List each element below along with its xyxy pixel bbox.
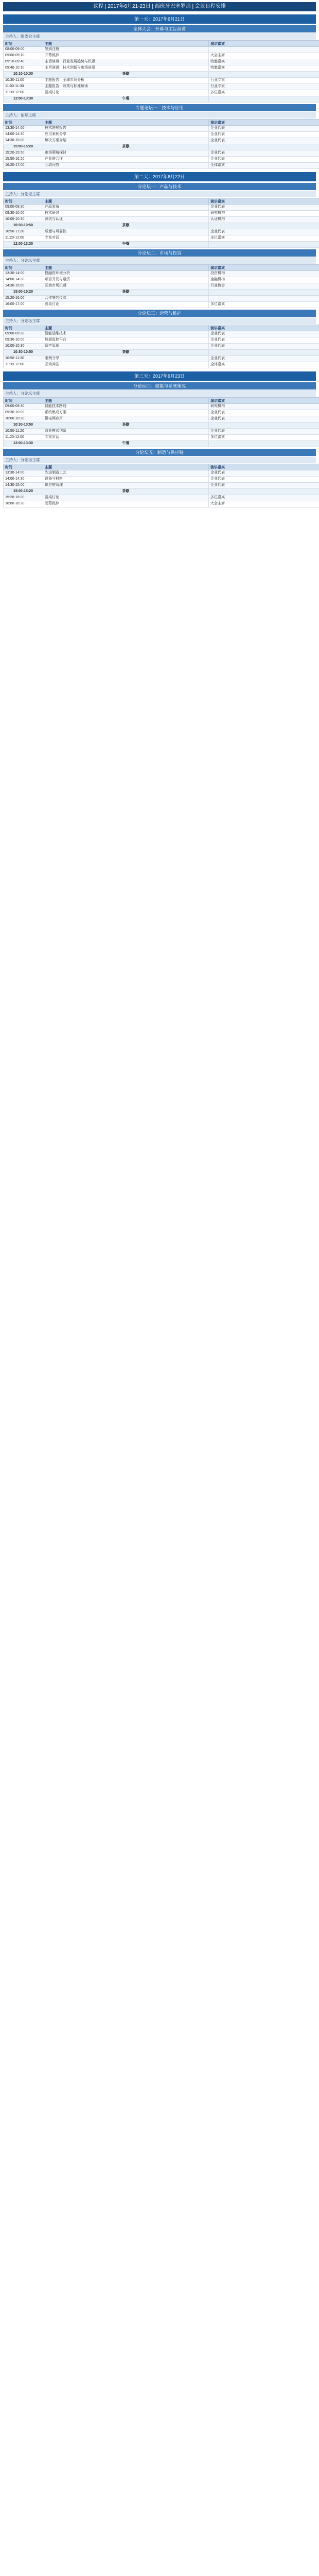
cell-speaker [209, 47, 319, 53]
cell-speaker: 研究机构 [209, 211, 319, 217]
cell-topic: 设备与材料 [43, 477, 209, 483]
cell-speaker: 企业代表 [209, 477, 319, 483]
table-row [4, 477, 319, 483]
table-row [4, 72, 319, 78]
cell-speaker: 全体嘉宾 [209, 362, 319, 368]
cell-time: 15:00-15:20 [4, 290, 43, 296]
cell-topic: 合作签约仪式 [43, 296, 209, 302]
session-header: 全体大会：开幕与主旨演讲 [3, 25, 316, 32]
cell-time: 12:00-13:30 [4, 242, 43, 248]
cell-speaker: 大会主席 [209, 53, 319, 59]
cell-time: 15:50-16:20 [4, 157, 43, 163]
cell-topic: 主题报告：全球市场分析 [43, 78, 209, 84]
agenda-table [3, 464, 319, 507]
column-header-speaker: 演讲嘉宾 [209, 198, 319, 205]
cell-speaker: 企业代表 [209, 344, 319, 350]
cell-topic: 主旨演讲：行业发展趋势与机遇 [43, 59, 209, 65]
table-row [4, 217, 319, 223]
cell-topic: 产品发布 [43, 205, 209, 211]
table-row [4, 235, 319, 242]
day-header: 第三天：2017年6月23日 [3, 371, 316, 381]
cell-time: 14:00-14:30 [4, 132, 43, 138]
cell-speaker: 企业代表 [209, 331, 319, 337]
agenda-table [3, 198, 319, 248]
cell-speaker: 认证机构 [209, 217, 319, 223]
cell-speaker: 投资机构 [209, 271, 319, 277]
session-header: 分论坛一：产品与技术 [3, 183, 316, 190]
table-row [4, 356, 319, 362]
cell-topic: 商业模式创新 [43, 429, 209, 435]
page-title: 议程 | 2017年6月21-23日 | 西班牙巴塞罗那 | 会议日程安排 [3, 2, 316, 11]
cell-speaker: 企业代表 [209, 356, 319, 362]
table-row [4, 53, 319, 59]
cell-time: 10:00-10:30 [4, 344, 43, 350]
cell-speaker [209, 350, 319, 356]
cell-time: 16:00-17:00 [4, 302, 43, 308]
cell-topic: 项目开发与融资 [43, 277, 209, 283]
cell-time: 10:30-11:00 [4, 78, 43, 84]
table-row [4, 126, 319, 132]
table-row [4, 337, 319, 344]
session-header: 分论坛五：制造与供应链 [3, 449, 316, 456]
session-chair: 主持人：分论坛主席 [3, 456, 316, 463]
session-header: 分论坛四：储能与系统集成 [3, 382, 316, 389]
column-header-topic: 主题 [43, 198, 209, 205]
table-row [4, 96, 319, 103]
cell-time: 09:10-09:40 [4, 59, 43, 65]
cell-speaker: 多位嘉宾 [209, 90, 319, 96]
cell-time: 13:30-14:00 [4, 271, 43, 277]
cell-time: 11:00-11:30 [4, 84, 43, 90]
table-row [4, 344, 319, 350]
cell-speaker: 多位嘉宾 [209, 435, 319, 441]
cell-topic: 圆桌讨论 [43, 90, 209, 96]
cell-time: 15:20-16:00 [4, 495, 43, 501]
day-header: 第一天：2017年6月21日 [3, 14, 316, 24]
cell-topic: 数据监控平台 [43, 337, 209, 344]
table-row [4, 483, 319, 489]
column-header-time: 时间 [4, 325, 43, 331]
column-header-time: 时间 [4, 464, 43, 470]
cell-time: 14:30-15:00 [4, 138, 43, 144]
cell-speaker: 企业代表 [209, 205, 319, 211]
column-header-time: 时间 [4, 198, 43, 205]
cell-time: 09:30-10:00 [4, 410, 43, 416]
cell-topic: 测试与认证 [43, 217, 209, 223]
cell-topic: 午餐 [43, 96, 209, 103]
table-row [4, 84, 319, 90]
cell-speaker: 企业代表 [209, 410, 319, 416]
cell-topic: 午餐 [43, 242, 209, 248]
table-row [4, 271, 319, 277]
session-chair: 主持人：论坛主席 [3, 112, 316, 118]
cell-speaker: 企业代表 [209, 337, 319, 344]
cell-speaker: 企业代表 [209, 416, 319, 422]
cell-topic: 茶歇 [43, 223, 209, 229]
table-row [4, 470, 319, 477]
column-header-speaker: 演讲嘉宾 [209, 120, 319, 126]
cell-time: 09:00-09:30 [4, 331, 43, 337]
cell-topic: 圆桌讨论 [43, 495, 209, 501]
cell-time: 10:30-10:50 [4, 422, 43, 429]
cell-speaker: 大会主席 [209, 501, 319, 507]
agenda-content [3, 14, 316, 507]
cell-speaker: 多位嘉宾 [209, 495, 319, 501]
cell-time: 13:30-14:00 [4, 126, 43, 132]
column-header-speaker: 演讲嘉宾 [209, 265, 319, 271]
cell-speaker [209, 223, 319, 229]
cell-time: 15:00-15:20 [4, 489, 43, 495]
cell-topic: 质量与可靠性 [43, 229, 209, 235]
table-row [4, 410, 319, 416]
cell-time: 15:00-15:20 [4, 144, 43, 150]
cell-time: 16:20-17:00 [4, 163, 43, 169]
cell-speaker: 企业代表 [209, 150, 319, 157]
cell-topic: 互动问答 [43, 362, 209, 368]
session-chair: 主持人：组委会主席 [3, 33, 316, 40]
table-row [4, 229, 319, 235]
cell-time: 14:00-14:30 [4, 477, 43, 483]
cell-topic: 茶歇 [43, 72, 209, 78]
table-row [4, 138, 319, 144]
cell-topic: 微电网应用 [43, 416, 209, 422]
column-header-speaker: 演讲嘉宾 [209, 325, 319, 331]
table-row [4, 350, 319, 356]
cell-time: 09:40-10:10 [4, 65, 43, 72]
cell-topic: 茶歇 [43, 144, 209, 150]
cell-speaker [209, 96, 319, 103]
cell-speaker: 多位嘉宾 [209, 302, 319, 308]
table-row [4, 211, 319, 217]
column-header-time: 时间 [4, 265, 43, 271]
cell-speaker: 行业专家 [209, 84, 319, 90]
session-header: 分论坛三：运营与维护 [3, 310, 316, 317]
cell-speaker: 全体嘉宾 [209, 163, 319, 169]
column-header-speaker: 演讲嘉宾 [209, 398, 319, 404]
session-chair: 主持人：分论坛主席 [3, 257, 316, 264]
cell-speaker: 企业代表 [209, 126, 319, 132]
cell-speaker: 行业专家 [209, 78, 319, 84]
table-row [4, 47, 319, 53]
cell-topic: 资产管理 [43, 344, 209, 350]
cell-topic: 互动问答 [43, 163, 209, 169]
cell-topic: 技术进展报告 [43, 126, 209, 132]
column-header-topic: 主题 [43, 325, 209, 331]
table-row [4, 302, 319, 308]
cell-topic: 市场策略探讨 [43, 150, 209, 157]
cell-topic: 茶歇 [43, 422, 209, 429]
cell-speaker: 企业代表 [209, 429, 319, 435]
table-row [4, 489, 319, 495]
cell-topic: 先进制造工艺 [43, 470, 209, 477]
session-chair: 主持人：分论坛主席 [3, 317, 316, 324]
cell-speaker [209, 422, 319, 429]
table-row [4, 150, 319, 157]
cell-time: 16:00-16:30 [4, 501, 43, 507]
table-row [4, 242, 319, 248]
cell-time: 11:30-12:00 [4, 90, 43, 96]
table-row [4, 157, 319, 163]
cell-topic: 区域市场机遇 [43, 283, 209, 290]
cell-time: 09:00-09:30 [4, 205, 43, 211]
agenda-table [3, 397, 319, 447]
cell-speaker: 特邀嘉宾 [209, 65, 319, 72]
cell-speaker: 行业协会 [209, 283, 319, 290]
cell-topic: 茶歇 [43, 290, 209, 296]
cell-topic: 解决方案介绍 [43, 138, 209, 144]
cell-time: 10:50-11:20 [4, 429, 43, 435]
cell-topic: 技术研讨 [43, 211, 209, 217]
table-row [4, 90, 319, 96]
table-row [4, 78, 319, 84]
cell-topic: 案例分享 [43, 356, 209, 362]
session-chair: 主持人：分论坛主席 [3, 191, 316, 197]
cell-time: 10:10-10:30 [4, 72, 43, 78]
column-header-speaker: 演讲嘉宾 [209, 464, 319, 470]
cell-speaker: 特邀嘉宾 [209, 59, 319, 65]
cell-topic: 智能运维技术 [43, 331, 209, 337]
table-row [4, 277, 319, 283]
cell-speaker: 企业代表 [209, 483, 319, 489]
agenda-table [3, 40, 319, 103]
cell-topic: 主题报告：政策与标准解读 [43, 84, 209, 90]
table-row [4, 429, 319, 435]
cell-speaker [209, 72, 319, 78]
cell-time: 15:20-15:50 [4, 150, 43, 157]
cell-topic: 签到注册 [43, 47, 209, 53]
cell-speaker: 企业代表 [209, 132, 319, 138]
cell-topic: 茶歇 [43, 350, 209, 356]
cell-topic: 茶歇 [43, 489, 209, 495]
cell-time: 11:30-12:00 [4, 362, 43, 368]
cell-time: 09:00-09:10 [4, 53, 43, 59]
column-header-topic: 主题 [43, 464, 209, 470]
table-row [4, 283, 319, 290]
cell-speaker: 企业代表 [209, 138, 319, 144]
cell-time: 14:00-14:30 [4, 277, 43, 283]
table-row [4, 501, 319, 507]
cell-time: 09:30-10:00 [4, 211, 43, 217]
cell-time: 10:00-10:30 [4, 217, 43, 223]
column-header-time: 时间 [4, 398, 43, 404]
cell-time: 09:00-09:30 [4, 404, 43, 410]
session-chair: 主持人：分论坛主席 [3, 390, 316, 397]
cell-time: 14:30-15:00 [4, 283, 43, 290]
cell-speaker [209, 296, 319, 302]
cell-time: 14:30-15:00 [4, 483, 43, 489]
cell-speaker [209, 441, 319, 447]
cell-topic: 圆桌讨论 [43, 302, 209, 308]
cell-topic: 系统集成方案 [43, 410, 209, 416]
column-header-time: 时间 [4, 120, 43, 126]
column-header-speaker: 演讲嘉宾 [209, 41, 319, 47]
cell-time: 11:20-12:00 [4, 435, 43, 441]
agenda-table [3, 325, 319, 368]
cell-topic: 开幕致辞 [43, 53, 209, 59]
cell-speaker: 企业代表 [209, 229, 319, 235]
cell-time: 10:30-10:50 [4, 223, 43, 229]
cell-speaker: 金融机构 [209, 277, 319, 283]
column-header-topic: 主题 [43, 120, 209, 126]
table-row [4, 422, 319, 429]
cell-time: 10:50-11:20 [4, 229, 43, 235]
cell-topic: 午餐 [43, 441, 209, 447]
cell-speaker: 企业代表 [209, 470, 319, 477]
table-row [4, 441, 319, 447]
cell-topic: 投融资环境分析 [43, 271, 209, 277]
session-header: 分论坛二：市场与投资 [3, 249, 316, 257]
session-header: 专题论坛一：技术与应用 [3, 104, 316, 111]
cell-topic: 储能技术路线 [43, 404, 209, 410]
cell-time: 13:30-14:00 [4, 470, 43, 477]
cell-speaker: 多位嘉宾 [209, 235, 319, 242]
cell-time: 15:20-16:00 [4, 296, 43, 302]
cell-speaker [209, 290, 319, 296]
table-row [4, 205, 319, 211]
agenda-table [3, 119, 319, 169]
table-row [4, 296, 319, 302]
cell-speaker: 企业代表 [209, 157, 319, 163]
cell-speaker [209, 242, 319, 248]
column-header-topic: 主题 [43, 41, 209, 47]
table-row [4, 59, 319, 65]
table-row [4, 362, 319, 368]
column-header-topic: 主题 [43, 265, 209, 271]
cell-time: 10:50-11:30 [4, 356, 43, 362]
table-row [4, 223, 319, 229]
table-row [4, 163, 319, 169]
table-row [4, 144, 319, 150]
cell-topic: 闭幕致辞 [43, 501, 209, 507]
table-row [4, 65, 319, 72]
cell-topic: 专家对话 [43, 435, 209, 441]
table-row [4, 404, 319, 410]
cell-speaker [209, 489, 319, 495]
cell-topic: 专家对话 [43, 235, 209, 242]
table-row [4, 435, 319, 441]
table-row [4, 331, 319, 337]
cell-topic: 应用案例分享 [43, 132, 209, 138]
cell-speaker [209, 144, 319, 150]
table-row [4, 132, 319, 138]
cell-time: 10:00-10:30 [4, 416, 43, 422]
cell-topic: 供应链管理 [43, 483, 209, 489]
agenda-table [3, 264, 319, 308]
table-row [4, 495, 319, 501]
cell-time: 09:30-10:00 [4, 337, 43, 344]
column-header-time: 时间 [4, 41, 43, 47]
cell-time: 12:00-13:30 [4, 96, 43, 103]
cell-time: 11:20-12:00 [4, 235, 43, 242]
day-header: 第二天：2017年6月22日 [3, 172, 316, 181]
cell-time: 12:00-13:30 [4, 441, 43, 447]
cell-time: 10:30-10:50 [4, 350, 43, 356]
table-row [4, 416, 319, 422]
column-header-topic: 主题 [43, 398, 209, 404]
cell-topic: 主旨演讲：技术创新与市场前景 [43, 65, 209, 72]
cell-time: 08:00-09:00 [4, 47, 43, 53]
cell-speaker: 研究机构 [209, 404, 319, 410]
table-row [4, 290, 319, 296]
cell-topic: 产业链合作 [43, 157, 209, 163]
